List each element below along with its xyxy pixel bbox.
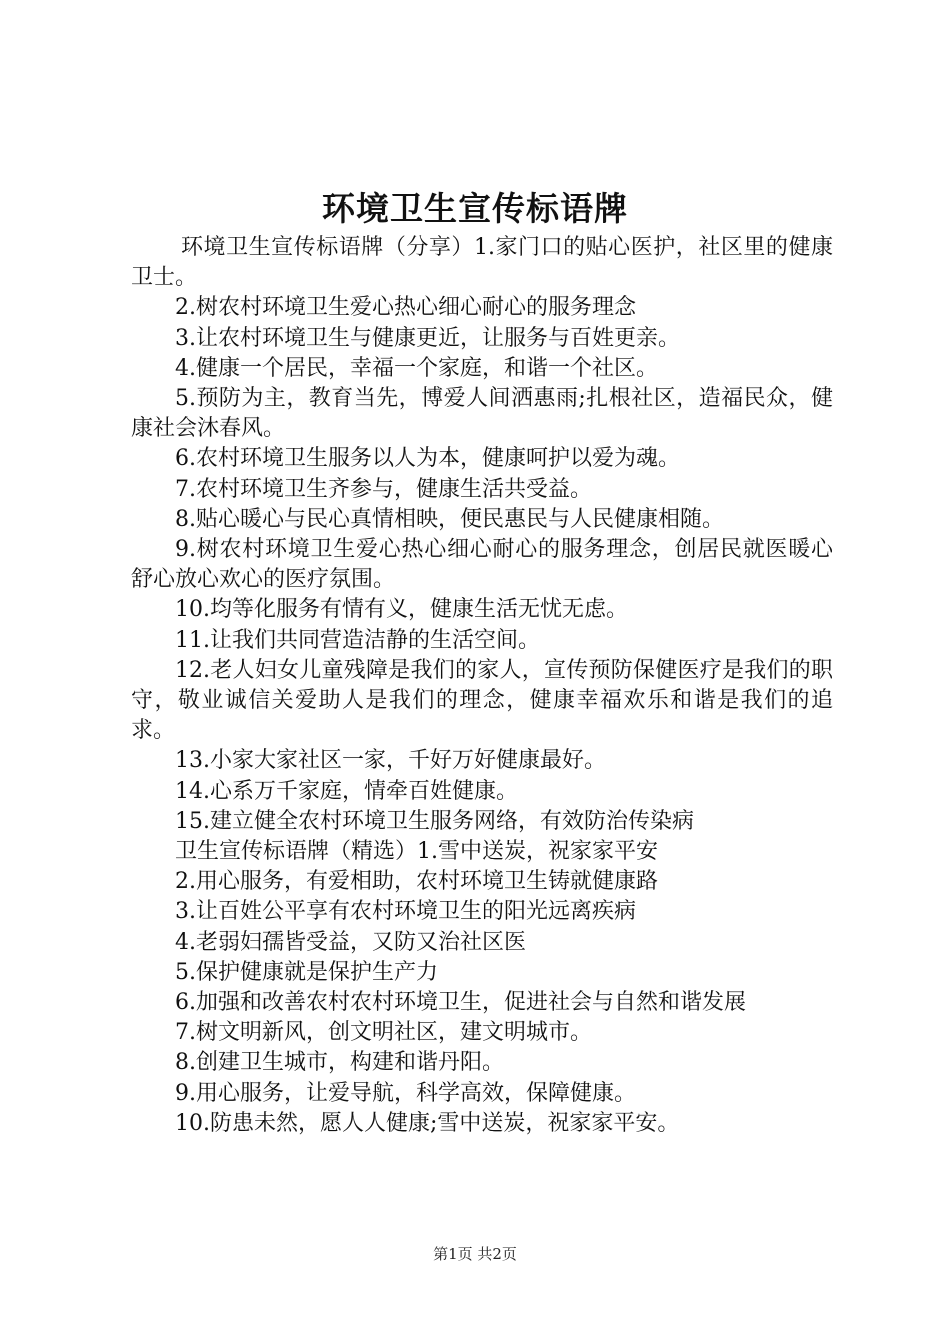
paragraph: 4.健康一个居民，幸福一个家庭，和谐一个社区。 — [175, 355, 658, 381]
paragraph: 13.小家大家社区一家，千好万好健康最好。 — [175, 748, 606, 774]
document-body — [131, 233, 833, 1139]
paragraph: 10.防患未然，愿人人健康;雪中送炭，祝家家平安。 — [175, 1110, 680, 1136]
paragraph: 卫生宣传标语牌（精选）1.雪中送炭，祝家家平安 — [175, 839, 658, 865]
paragraph: 5.预防为主，教育当先，博爱人间洒惠雨;扎根社区，造福民众，健康社会沐春风。 — [131, 386, 833, 442]
paragraph: 8.贴心暖心与民心真情相映，便民惠民与人民健康相随。 — [175, 506, 724, 532]
paragraph: 11.让我们共同营造洁静的生活空间。 — [175, 627, 540, 653]
paragraph: 3.让农村环境卫生与健康更近，让服务与百姓更亲。 — [175, 325, 680, 351]
paragraph: 5.保护健康就是保护生产力 — [175, 959, 438, 985]
paragraph: 9.用心服务，让爱导航，科学高效，保障健康。 — [175, 1080, 636, 1106]
paragraph: 6.加强和改善农村农村环境卫生，促进社会与自然和谐发展 — [175, 990, 746, 1016]
paragraph: 10.均等化服务有情有义，健康生活无忧无虑。 — [175, 597, 628, 623]
paragraph: 12.老人妇女儿童残障是我们的家人，宣传预防保健医疗是我们的职守，敬业诚信关爱助人是我们的理念，健康幸福欢乐和谐是我们的追求。 — [131, 657, 833, 744]
paragraph: 7.树文明新风，创文明社区，建文明城市。 — [175, 1020, 592, 1046]
document-title: 环境卫生宣传标语牌 — [322, 189, 628, 228]
paragraph: 14.心系万千家庭，情牵百姓健康。 — [175, 778, 518, 804]
paragraph: 2.树农村环境卫生爱心热心细心耐心的服务理念 — [175, 295, 636, 321]
paragraph: 15.建立健全农村环境卫生服务网络，有效防治传染病 — [175, 808, 694, 834]
paragraph: 3.让百姓公平享有农村环境卫生的阳光远离疾病 — [175, 899, 636, 925]
paragraph: 8.创建卫生城市，构建和谐丹阳。 — [175, 1050, 504, 1076]
paragraph: 9.树农村环境卫生爱心热心细心耐心的服务理念，创居民就医暖心舒心放心欢心的医疗氛围。 — [131, 537, 833, 593]
page-footer: 第1页 共2页 — [433, 1245, 517, 1263]
paragraph: 4.老弱妇孺皆受益，又防又治社区医 — [175, 929, 526, 955]
paragraph: 环境卫生宣传标语牌（分享）1.家门口的贴心医护，社区里的健康卫士。 — [131, 235, 833, 291]
paragraph: 6.农村环境卫生服务以人为本，健康呵护以爱为魂。 — [175, 446, 680, 472]
paragraph: 7.农村环境卫生齐参与，健康生活共受益。 — [175, 476, 592, 502]
paragraph: 2.用心服务，有爱相助，农村环境卫生铸就健康路 — [175, 869, 658, 895]
